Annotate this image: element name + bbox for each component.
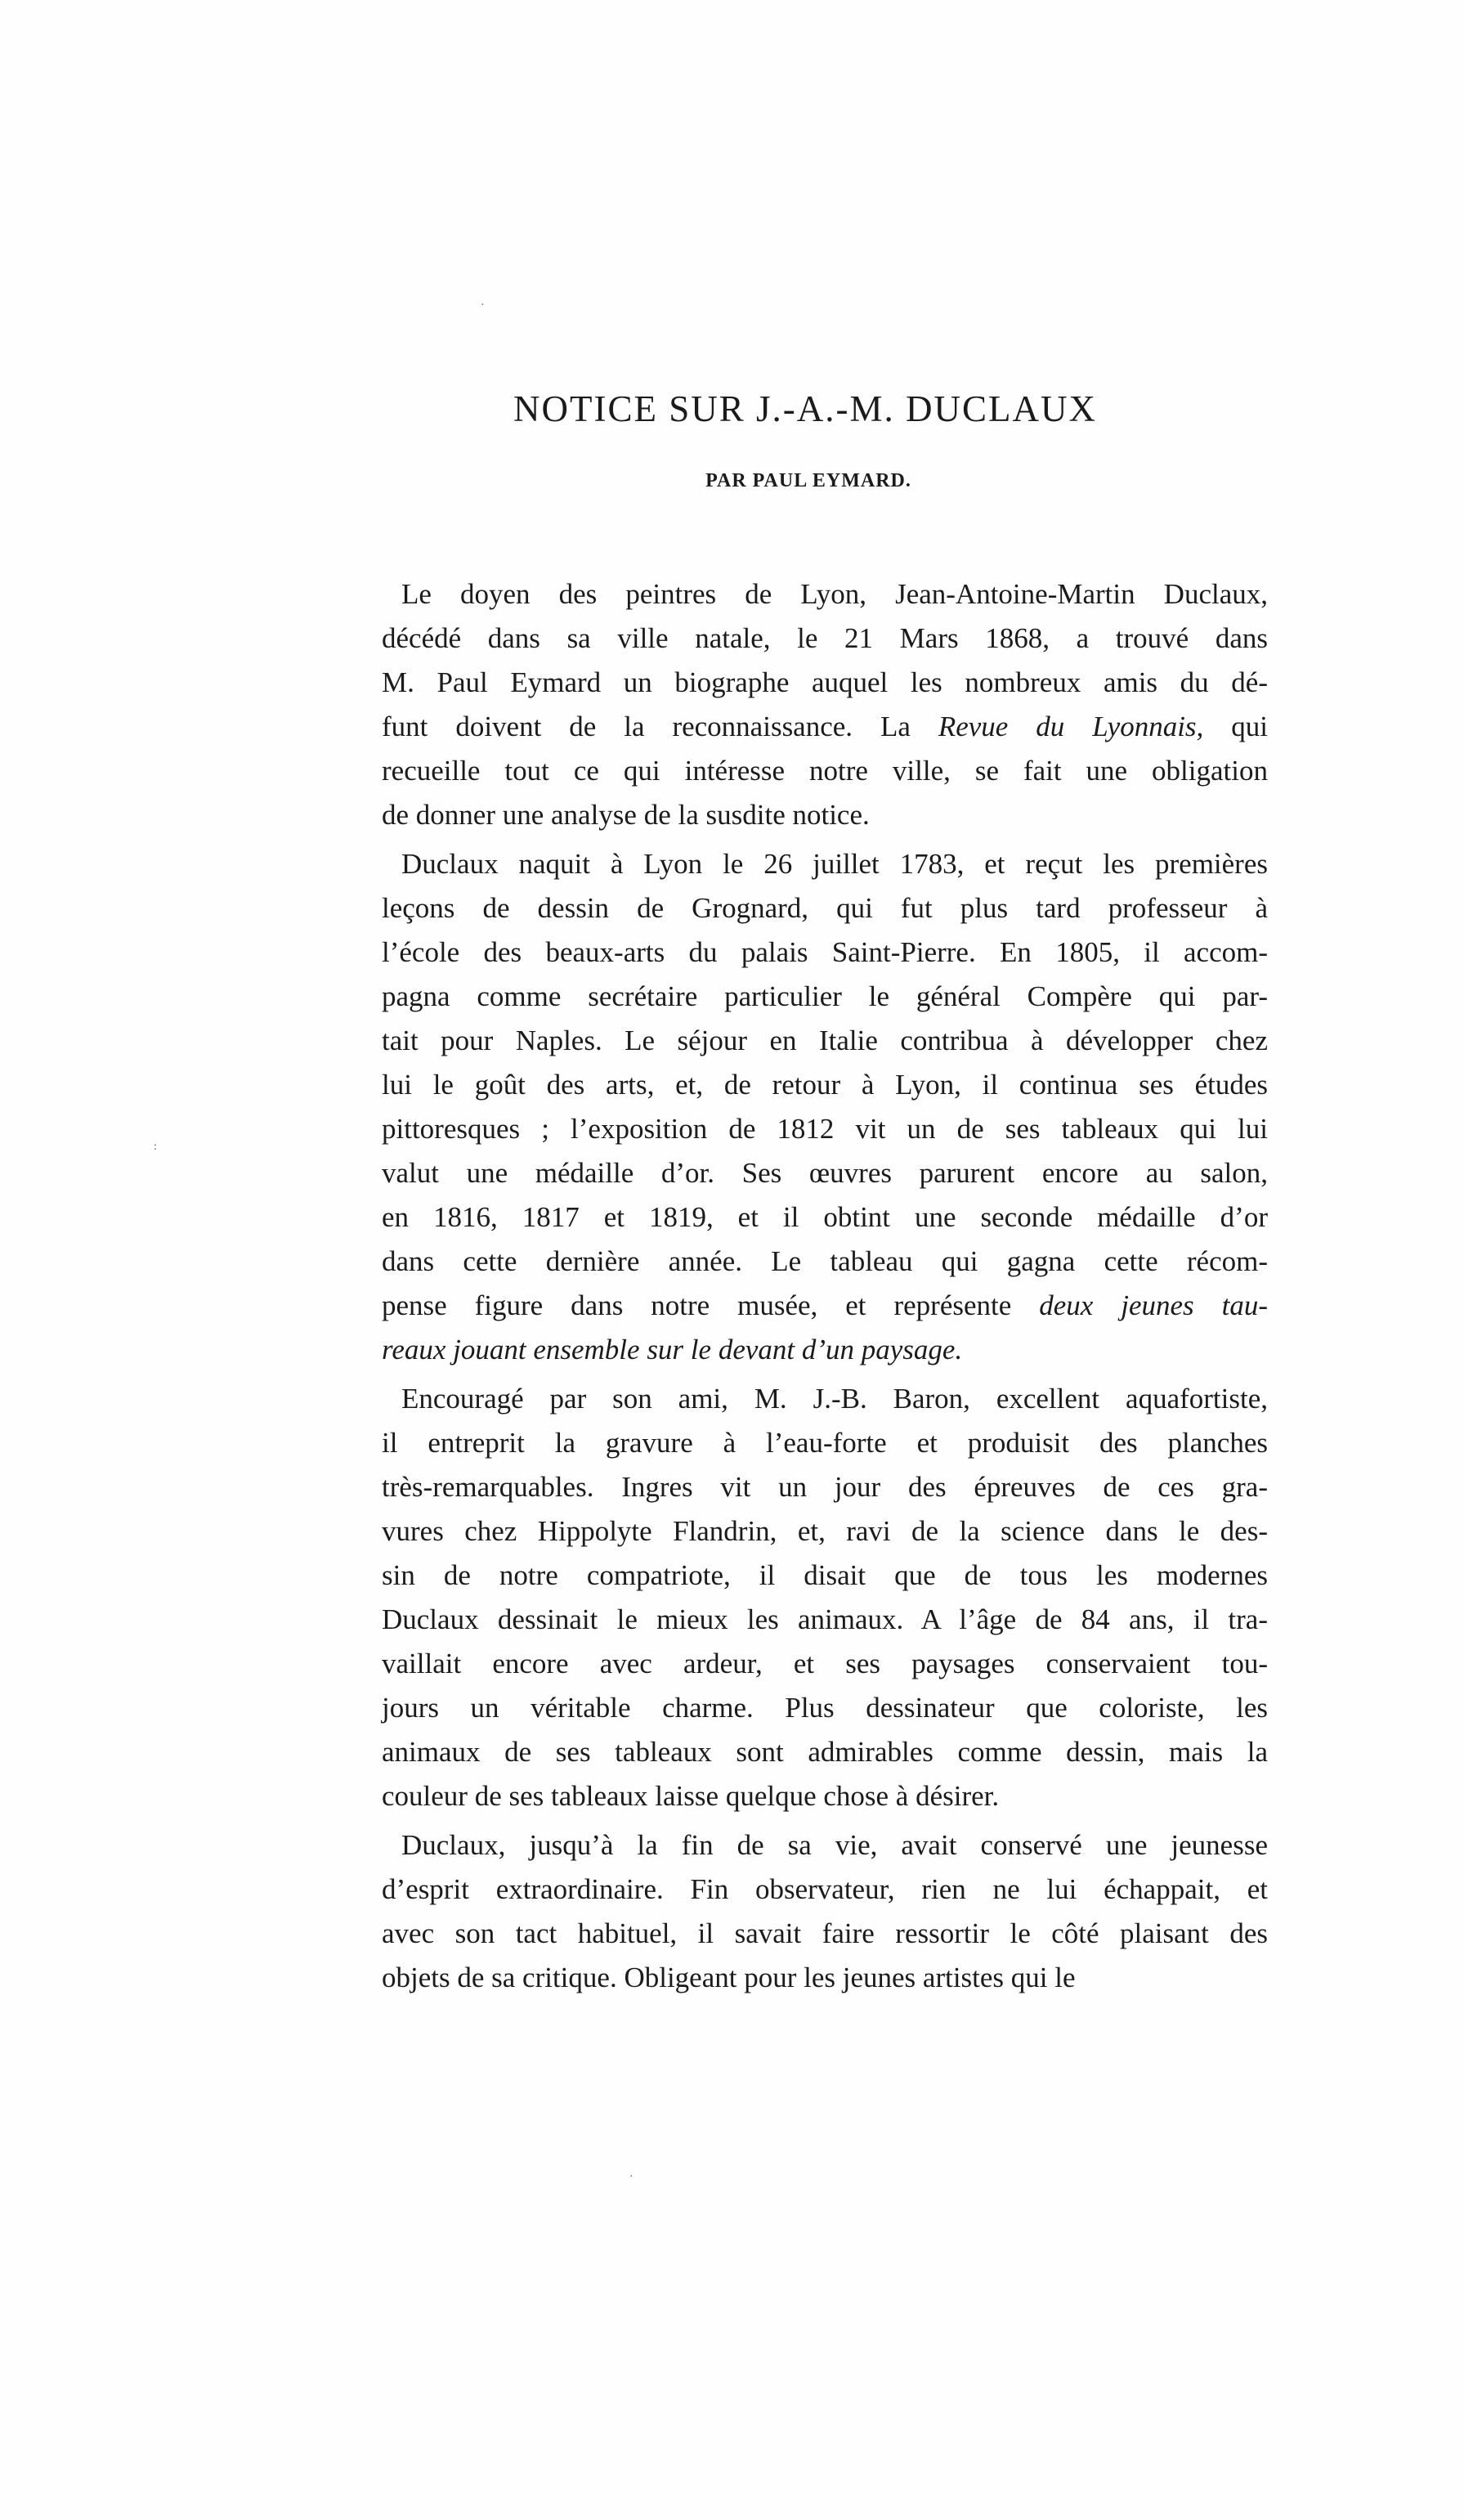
italic-text: reaux jouant ensemble sur le devant d’un paysage. bbox=[382, 1334, 963, 1365]
paragraph bbox=[382, 572, 1268, 837]
text-line bbox=[382, 1956, 1268, 2000]
paragraph bbox=[382, 1377, 1268, 1818]
text-line bbox=[382, 1195, 1268, 1240]
text-line bbox=[382, 842, 1268, 886]
text-run: en 1816, 1817 et 1819, et il obtint une seconde médaille d’or bbox=[382, 1201, 1268, 1233]
text-line bbox=[382, 1328, 1268, 1372]
text-line bbox=[382, 1868, 1268, 1912]
text-run: leçons de dessin de Grognard, qui fut plus tard professeur à bbox=[382, 892, 1268, 924]
text-line bbox=[382, 1730, 1268, 1774]
text-line bbox=[382, 1019, 1268, 1063]
page-title: NOTICE SUR J.-A.-M. DUCLAUX bbox=[513, 388, 1097, 429]
text-run: qui bbox=[1203, 711, 1268, 742]
text-line bbox=[382, 1554, 1268, 1598]
text-run: décédé dans sa ville natale, le 21 Mars 1868, a trouvé dans bbox=[382, 622, 1268, 654]
text-run: pense figure dans notre musée, et représente bbox=[382, 1289, 1040, 1321]
text-line bbox=[382, 749, 1268, 793]
text-run: animaux de ses tableaux sont admirables comme dessin, mais la bbox=[382, 1736, 1268, 1768]
text-line bbox=[382, 1465, 1268, 1509]
text-line bbox=[382, 617, 1268, 661]
text-line bbox=[382, 1063, 1268, 1107]
text-run: sin de notre compatriote, il disait que de tous les modernes bbox=[382, 1559, 1268, 1591]
text-run: d’esprit extraordinaire. Fin observateur, rien ne lui échappait, et bbox=[382, 1873, 1268, 1905]
author-byline: PAR PAUL EYMARD. bbox=[705, 470, 911, 491]
text-line bbox=[382, 1912, 1268, 1956]
text-run: couleur de ses tableaux laisse quelque chose à désirer. bbox=[382, 1780, 1000, 1812]
text-run: valut une médaille d’or. Ses œuvres parurent encore au salon, bbox=[382, 1157, 1268, 1189]
text-run: Duclaux dessinait le mieux les animaux. A l’âge de 84 ans, il tra- bbox=[382, 1603, 1268, 1635]
text-run: avec son tact habituel, il savait faire ressortir le côté plaisant des bbox=[382, 1917, 1268, 1949]
text-line bbox=[382, 1642, 1268, 1686]
text-run: recueille tout ce qui intéresse notre ville, se fait une obligation bbox=[382, 755, 1268, 787]
text-line bbox=[382, 661, 1268, 705]
text-run: très-remarquables. Ingres vit un jour des épreuves de ces gra- bbox=[382, 1471, 1268, 1503]
text-run: l’école des beaux-arts du palais Saint-Pierre. En 1805, il accom- bbox=[382, 936, 1268, 968]
paragraph bbox=[382, 842, 1268, 1372]
text-run: Le doyen des peintres de Lyon, Jean-Antoine-Martin Duclaux, bbox=[401, 578, 1268, 610]
text-line bbox=[382, 1377, 1268, 1421]
paragraph bbox=[382, 1823, 1268, 2000]
text-line bbox=[382, 1598, 1268, 1642]
text-line bbox=[382, 1421, 1268, 1465]
text-run: vaillait encore avec ardeur, et ses paysages conservaient tou- bbox=[382, 1648, 1268, 1679]
text-line bbox=[382, 572, 1268, 617]
text-line bbox=[382, 1823, 1268, 1868]
text-run: pittoresques ; l’exposition de 1812 vit un de ses tableaux qui lui bbox=[382, 1113, 1268, 1145]
text-line bbox=[382, 1774, 1268, 1818]
text-run: vures chez Hippolyte Flandrin, et, ravi de la science dans le des- bbox=[382, 1515, 1268, 1547]
print-speck: · bbox=[481, 299, 485, 312]
text-run: pagna comme secrétaire particulier le général Compère qui par- bbox=[382, 980, 1268, 1012]
text-run: tait pour Naples. Le séjour en Italie contribua à développer chez bbox=[382, 1025, 1268, 1056]
text-run: Encouragé par son ami, M. J.-B. Baron, excellent aquafortiste, bbox=[401, 1383, 1268, 1415]
text-run: de donner une analyse de la susdite notice. bbox=[382, 799, 870, 831]
text-run: M. Paul Eymard un biographe auquel les nombreux amis du dé- bbox=[382, 666, 1268, 698]
text-line bbox=[382, 1686, 1268, 1730]
text-run: jours un véritable charme. Plus dessinateur que coloriste, les bbox=[382, 1692, 1268, 1724]
text-line bbox=[382, 975, 1268, 1019]
text-line bbox=[382, 1151, 1268, 1195]
text-line bbox=[382, 793, 1268, 837]
italic-text: Revue du Lyonnais, bbox=[938, 711, 1204, 742]
text-run: il entreprit la gravure à l’eau-forte et produisit des planches bbox=[382, 1427, 1268, 1459]
italic-text: deux jeunes tau- bbox=[1039, 1289, 1268, 1321]
text-line bbox=[382, 1284, 1268, 1328]
text-run: lui le goût des arts, et, de retour à Lyon, il continua ses études bbox=[382, 1069, 1268, 1101]
text-line bbox=[382, 1509, 1268, 1554]
text-run: objets de sa critique. Obligeant pour les jeunes artistes qui le bbox=[382, 1962, 1076, 1993]
text-run: dans cette dernière année. Le tableau qui gagna cette récom- bbox=[382, 1245, 1268, 1277]
text-run: Duclaux naquit à Lyon le 26 juillet 1783, et reçut les premières bbox=[401, 848, 1268, 880]
text-run: funt doivent de la reconnaissance. La bbox=[382, 711, 938, 742]
text-run: Duclaux, jusqu’à la fin de sa vie, avait conservé une jeunesse bbox=[401, 1829, 1268, 1861]
article-body bbox=[382, 572, 1268, 2000]
print-speck: : bbox=[154, 1141, 157, 1153]
text-line bbox=[382, 705, 1268, 749]
text-line bbox=[382, 886, 1268, 930]
text-line bbox=[382, 930, 1268, 975]
text-line bbox=[382, 1107, 1268, 1151]
print-speck: · bbox=[629, 2171, 634, 2183]
text-line bbox=[382, 1240, 1268, 1284]
